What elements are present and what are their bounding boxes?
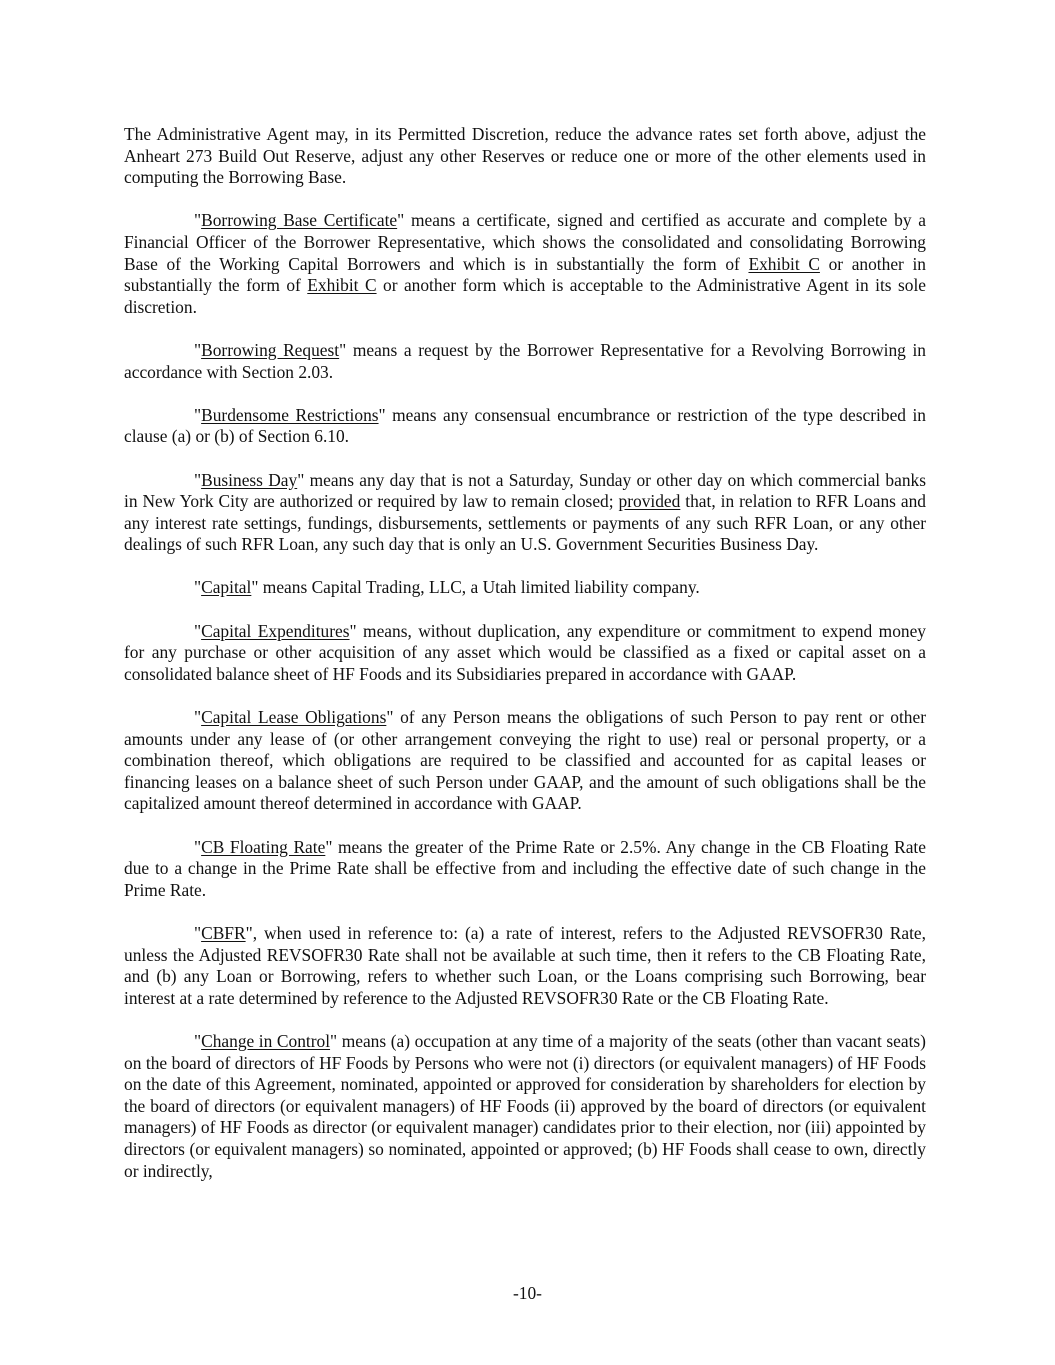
definition-text: " means any day that is not a Saturday, Sunday or other day on which commercial banks in New York City are authorized or required by law to remain closed; <box>124 469 926 512</box>
definition-text: ", when used in reference to: (a) a rate of interest, refers to the Adjusted REVSOFR30 Rate, unless the Adjusted REVSOFR30 Rate shall not be available at such time, then it refers to the CB Floating Rate, and (b) any Loan or Borrowing, refers to whether such Loan, or the Loans comprising such Borrowing, bear interest at a rate determined by reference to the Adjusted REVSOFR30 Rate or the CB Floating Rate. <box>124 922 926 1008</box>
open-quote: " <box>194 404 202 425</box>
cross-reference: Exhibit C <box>307 275 377 296</box>
paragraph-text: The Administrative Agent may, in its Permitted Discretion, reduce the advance rates set forth above, adjust the Anheart 273 Build Out Reserve, adjust any other Reserves or reduce one or more of the other elements used in computing the Borrowing Base. <box>124 124 926 188</box>
definition-borrowing-request <box>124 340 926 383</box>
document-body <box>124 124 926 1204</box>
open-quote: " <box>194 1030 202 1051</box>
open-quote: " <box>194 210 202 231</box>
definition-text: " means Capital Trading, LLC, a Utah limited liability company. <box>251 577 700 598</box>
open-quote: " <box>194 922 202 943</box>
definition-cbfr <box>124 923 926 1009</box>
open-quote: " <box>194 577 202 598</box>
defined-term: CBFR <box>201 922 246 943</box>
open-quote: " <box>194 339 202 360</box>
open-quote: " <box>194 836 202 857</box>
defined-term: Business Day <box>201 469 298 490</box>
cross-reference: Exhibit C <box>748 253 820 274</box>
definition-text: " of any Person means the obligations of such Person to pay rent or other amounts under any lease of (or other arrangement conveying the right to use) real or personal property, or a combination thereof, which obligations are required to be classified and accounted for as capital leases or financing leases on a balance sheet of such Person under GAAP, and the amount of such obligations shall be the capitalized amount thereof determined in accordance with GAAP. <box>124 707 927 814</box>
definition-business-day <box>124 470 926 556</box>
defined-term: Change in Control <box>201 1030 331 1051</box>
definition-capital-lease-obligations <box>124 707 926 815</box>
defined-term: CB Floating Rate <box>201 836 326 857</box>
defined-term: Borrowing Request <box>201 339 340 360</box>
definition-text: that, in relation to RFR Loans and any interest rate settings, fundings, disbursements, settlements or payments of any such RFR Loan, or any other dealings of such RFR Loan, any such day that is only an U.S. Government Securities Business Day. <box>124 491 926 555</box>
definition-text: or another form which is acceptable to the Administrative Agent in its sole discretion. <box>124 275 927 317</box>
definition-capital <box>124 577 926 599</box>
definition-burdensome-restrictions <box>124 405 926 448</box>
proviso-term: provided <box>618 491 681 512</box>
definition-cb-floating-rate <box>124 837 926 902</box>
definition-change-in-control <box>124 1031 926 1182</box>
defined-term: Capital Lease Obligations <box>201 707 387 728</box>
defined-term: Burdensome Restrictions <box>201 404 379 425</box>
definition-text: " means, without duplication, any expenditure or commitment to expend money for any purchase or other acquisition of any asset which would be classified as a fixed or capital asset on a consolidated balance sheet of HF Foods and its Subsidiaries prepared in accordance with GAAP. <box>124 620 927 684</box>
open-quote: " <box>194 707 202 728</box>
open-quote: " <box>194 620 202 641</box>
page-number: -10- <box>513 1283 542 1303</box>
definition-borrowing-base-certificate <box>124 210 926 318</box>
paragraph-borrowing-base-discretion <box>124 124 926 189</box>
definition-text: " means a certificate, signed and certified as accurate and complete by a Financial Officer of the Borrower Representative, which shows the consolidated and consolidating Borrowing Base of the Working Capital Borrowers and which is in substantially the form of <box>124 210 926 274</box>
definition-capital-expenditures <box>124 621 926 686</box>
definition-text: " means a request by the Borrower Representative for a Revolving Borrowing in accordance with Section 2.03. <box>124 339 926 382</box>
definition-text: " means the greater of the Prime Rate or 2.5%. Any change in the CB Floating Rate due to a change in the Prime Rate shall be effective from and including the effective date of such change in the Prime Rate. <box>124 836 926 900</box>
definition-text: or another in substantially the form of <box>124 253 927 296</box>
defined-term: Borrowing Base Certificate <box>201 210 398 231</box>
defined-term: Capital <box>201 577 252 598</box>
definition-text: " means any consensual encumbrance or restriction of the type described in clause (a) or (b) of Section 6.10. <box>124 404 926 447</box>
open-quote: " <box>194 469 202 490</box>
defined-term: Capital Expenditures <box>201 620 350 641</box>
definition-text: " means (a) occupation at any time of a majority of the seats (other than vacant seats) on the board of directors of HF Foods by Persons who were not (i) directors (or equivalent managers) of HF Foods on the date of this Agreement, nominated, appointed or approved for consideration by shareholders for election by the board of directors (or equivalent managers) of HF Foods (ii) approved by the board of directors (or equivalent managers) of HF Foods as director (or equivalent manager) candidates prior to their election, nor (iii) appointed by directors (or equivalent managers) so nominated, appointed or approved; (b) HF Foods shall cease to own, directly or indirectly, <box>124 1030 926 1181</box>
